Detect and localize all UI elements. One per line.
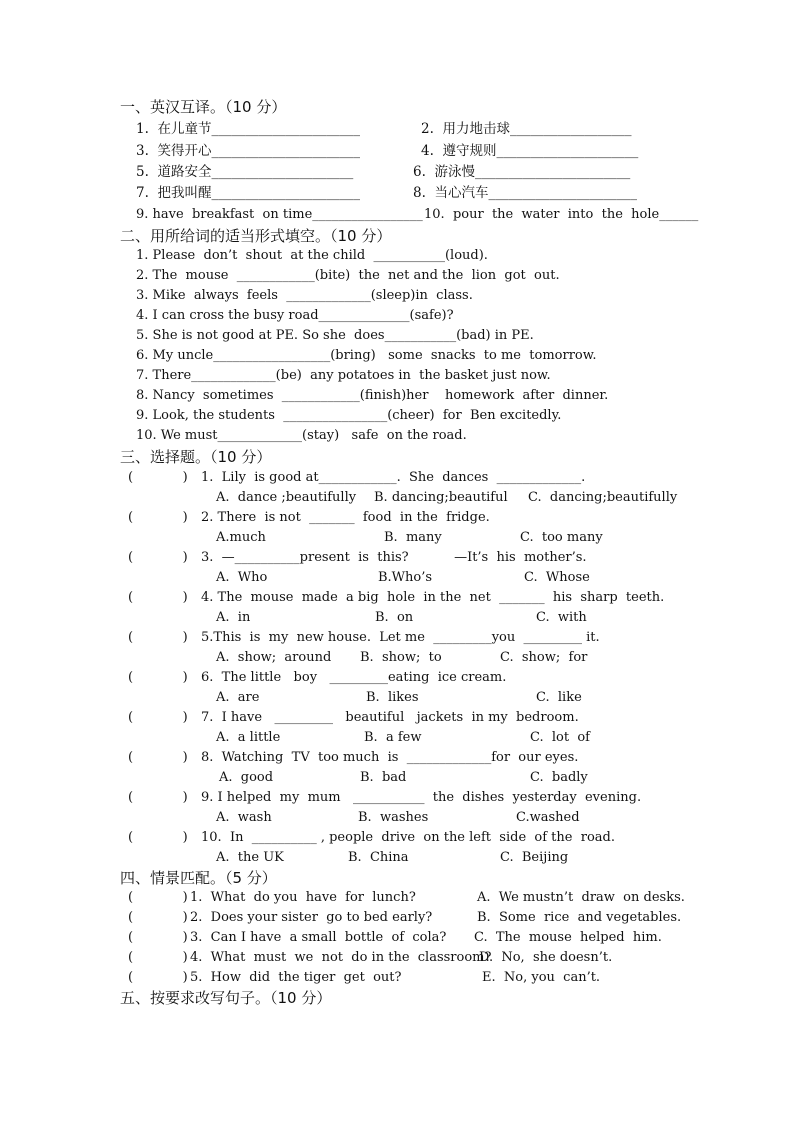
s3-question-5: 5.This is my new house. Let me _________you _________ it. [201, 630, 600, 645]
s4-answer-b: B. Some rice and vegetables. [477, 910, 682, 925]
s3-q5-option-b: B. show; to [360, 650, 442, 665]
s1-item-6: 6. 游泳慢_______________________ [413, 164, 631, 180]
s2-item-4: 4. I can cross the busy road______________(safe)? [136, 308, 454, 323]
answer-bracket[interactable]: ( ) [128, 550, 188, 565]
s2-item-8: 8. Nancy sometimes ____________(finish)her homework after dinner. [136, 388, 609, 403]
answer-bracket[interactable]: ( ) [128, 790, 188, 805]
s4-question-2: 2. Does your sister go to bed early? [190, 910, 433, 925]
s3-question-3: 3. —__________present is this? —It’s his mother’s. [201, 550, 587, 565]
s3-q6-option-c: C. like [536, 690, 582, 705]
answer-bracket[interactable]: ( ) [128, 950, 188, 965]
s3-q5-option-c: C. show; for [500, 650, 588, 665]
section-3-heading: 三、选择题。（10 分） [120, 448, 272, 466]
s4-answer-c: C. The mouse helped him. [474, 930, 662, 945]
s3-question-10: 10. In __________ , people drive on the left side of the road. [201, 830, 615, 845]
s3-question-4: 4. The mouse made a big hole in the net _______ his sharp teeth. [201, 590, 665, 605]
answer-bracket[interactable]: ( ) [128, 470, 188, 485]
s4-question-1: 1. What do you have for lunch? [190, 890, 416, 905]
s3-question-2: 2. There is not _______ food in the fridge. [201, 510, 490, 525]
answer-bracket[interactable]: ( ) [128, 890, 188, 905]
s3-q9-option-a: A. wash [216, 810, 272, 825]
s2-item-10: 10. We must_____________(stay) safe on the road. [136, 428, 467, 443]
s1-item-8: 8. 当心汽车______________________ [413, 185, 637, 201]
s3-question-1: 1. Lily is good at____________. She dances _____________. [201, 470, 586, 485]
answer-bracket[interactable]: ( ) [128, 930, 188, 945]
s4-question-4: 4. What must we not do in the classroom? [190, 950, 492, 965]
answer-bracket[interactable]: ( ) [128, 750, 188, 765]
s3-q3-option-b: B.Who’s [378, 570, 433, 585]
s3-q2-option-b: B. many [384, 530, 442, 545]
s3-q5-option-a: A. show; around [216, 650, 332, 665]
s3-q2-option-c: C. too many [520, 530, 603, 545]
s3-q7-option-b: B. a few [364, 730, 422, 745]
s4-answer-e: E. No, you can’t. [482, 970, 601, 985]
answer-bracket[interactable]: ( ) [128, 630, 188, 645]
s3-q4-option-b: B. on [375, 610, 414, 625]
answer-bracket[interactable]: ( ) [128, 830, 188, 845]
s3-q9-option-b: B. washes [358, 810, 429, 825]
section-5-heading: 五、按要求改写句子。（10 分） [120, 989, 332, 1007]
s3-question-7: 7. I have _________ beautiful jackets in my bedroom. [201, 710, 579, 725]
s3-q1-option-c: C. dancing;beautifully [528, 490, 678, 505]
s1-item-7: 7. 把我叫醒______________________ [136, 185, 360, 201]
s1-item-5: 5. 道路安全_____________________ [136, 164, 354, 180]
s1-item-1: 1. 在儿童节______________________ [136, 121, 360, 137]
s2-item-6: 6. My uncle__________________(bring) some snacks to me tomorrow. [136, 348, 597, 363]
s3-question-9: 9. I helped my mum ___________ the dishes yesterday evening. [201, 790, 642, 805]
s3-question-8: 8. Watching TV too much is _____________for our eyes. [201, 750, 579, 765]
s3-q8-option-b: B. bad [360, 770, 407, 785]
s3-q7-option-a: A. a little [216, 730, 281, 745]
answer-bracket[interactable]: ( ) [128, 670, 188, 685]
s3-q2-option-a: A.much [216, 530, 266, 545]
s3-q9-option-c: C.washed [516, 810, 580, 825]
s3-q4-option-a: A. in [216, 610, 251, 625]
s1-item-4: 4. 遵守规则_____________________ [421, 143, 639, 159]
s2-item-5: 5. She is not good at PE. So she does___________(bad) in PE. [136, 328, 534, 343]
answer-bracket[interactable]: ( ) [128, 590, 188, 605]
s3-q10-option-c: C. Beijing [500, 850, 569, 865]
answer-bracket[interactable]: ( ) [128, 710, 188, 725]
s3-q8-option-a: A. good [219, 770, 274, 785]
answer-bracket[interactable]: ( ) [128, 970, 188, 985]
s3-q6-option-a: A. are [216, 690, 260, 705]
s4-question-5: 5. How did the tiger get out? [190, 970, 402, 985]
s3-q6-option-b: B. likes [366, 690, 419, 705]
s3-q10-option-b: B. China [348, 850, 409, 865]
section-1-heading: 一、英汉互译。（10 分） [120, 98, 287, 116]
s3-q10-option-a: A. the UK [216, 850, 284, 865]
s4-answer-a: A. We mustn’t draw on desks. [477, 890, 685, 905]
s1-item-2: 2. 用力地击球__________________ [421, 121, 632, 137]
answer-bracket[interactable]: ( ) [128, 510, 188, 525]
s3-q3-option-a: A. Who [216, 570, 268, 585]
s2-item-1: 1. Please don’t shout at the child ___________(loud). [136, 248, 488, 263]
s1-item-3: 3. 笑得开心______________________ [136, 143, 360, 159]
s3-q7-option-c: C. lot of [530, 730, 590, 745]
s3-q3-option-c: C. Whose [524, 570, 590, 585]
section-2-heading: 二、用所给词的适当形式填空。（10 分） [120, 227, 392, 245]
s4-answer-d: D. No, she doesn’t. [479, 950, 613, 965]
s3-question-6: 6. The little boy _________eating ice cream. [201, 670, 507, 685]
s2-item-2: 2. The mouse ____________(bite) the net and the lion got out. [136, 268, 560, 283]
s2-item-3: 3. Mike always feels _____________(sleep)in class. [136, 288, 473, 303]
s1-item-9: 9. have breakfast on time_________________ [136, 207, 423, 222]
s3-q8-option-c: C. badly [530, 770, 588, 785]
s3-q1-option-b: B. dancing;beautiful [374, 490, 508, 505]
s1-item-10: 10. pour the water into the hole______ [424, 207, 699, 222]
s2-item-9: 9. Look, the students ________________(cheer) for Ben excitedly. [136, 408, 562, 423]
s2-item-7: 7. There_____________(be) any potatoes in the basket just now. [136, 368, 551, 383]
s4-question-3: 3. Can I have a small bottle of cola? [190, 930, 447, 945]
section-4-heading: 四、情景匹配。（5 分） [120, 869, 277, 887]
answer-bracket[interactable]: ( ) [128, 910, 188, 925]
s3-q4-option-c: C. with [536, 610, 587, 625]
s3-q1-option-a: A. dance ;beautifully [216, 490, 357, 505]
